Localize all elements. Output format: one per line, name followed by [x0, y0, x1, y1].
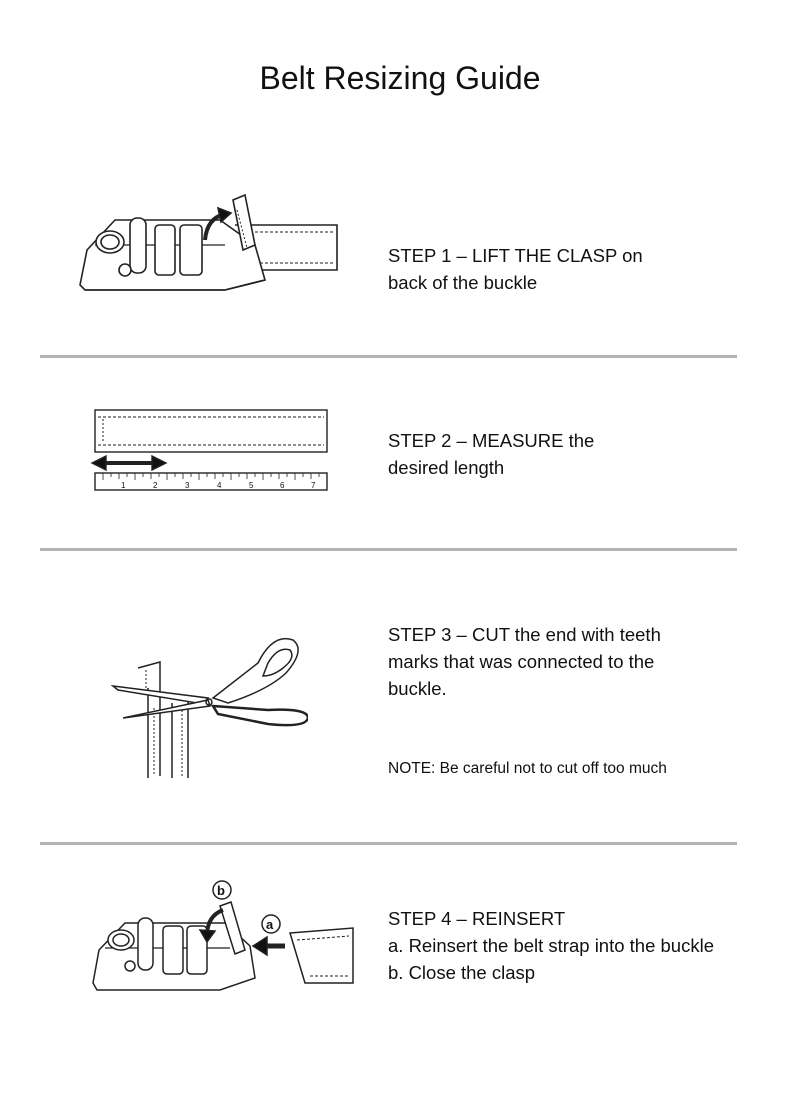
page-title: Belt Resizing Guide	[259, 60, 541, 96]
belt-ruler-illustration	[90, 405, 335, 500]
callout-a: a	[266, 917, 274, 932]
step-3-line-2: marks that was connected to the	[388, 651, 655, 672]
callout-b: b	[217, 883, 225, 898]
step-4-line-3: b. Close the clasp	[388, 962, 536, 983]
ruler-label-5: 5	[249, 481, 254, 490]
step-2-line-2: desired length	[388, 457, 505, 478]
ruler-label-3: 3	[185, 481, 190, 490]
ruler-label-4: 4	[217, 481, 222, 490]
step-3-line-1: STEP 3 – CUT the end with teeth	[388, 624, 661, 645]
step-3-note: NOTE: Be careful not to cut off too much	[388, 760, 667, 777]
ruler-label-6: 6	[280, 481, 285, 490]
ruler-label-2: 2	[153, 481, 158, 490]
step-2-text	[388, 427, 594, 481]
step-4-text	[388, 905, 714, 986]
ruler-label-1: 1	[121, 481, 126, 490]
step-2-line-1: STEP 2 – MEASURE the	[388, 430, 595, 451]
step-1-line-2: back of the buckle	[388, 272, 538, 293]
divider-1	[40, 355, 737, 358]
ruler-label-7: 7	[311, 481, 316, 490]
step-4-line-2: a. Reinsert the belt strap into the buckle	[388, 935, 714, 956]
step-3-line-3: buckle.	[388, 678, 447, 699]
step-1-text	[388, 242, 643, 296]
step-3-text	[388, 621, 661, 702]
buckle-reinsert-illustration	[85, 878, 360, 998]
divider-3	[40, 842, 737, 845]
scissors-cut-illustration	[108, 628, 308, 783]
step-1-line-1: STEP 1 – LIFT THE CLASP on	[388, 245, 643, 266]
buckle-lift-clasp-illustration	[75, 190, 345, 305]
step-4-line-1: STEP 4 – REINSERT	[388, 908, 566, 929]
divider-2	[40, 548, 737, 551]
